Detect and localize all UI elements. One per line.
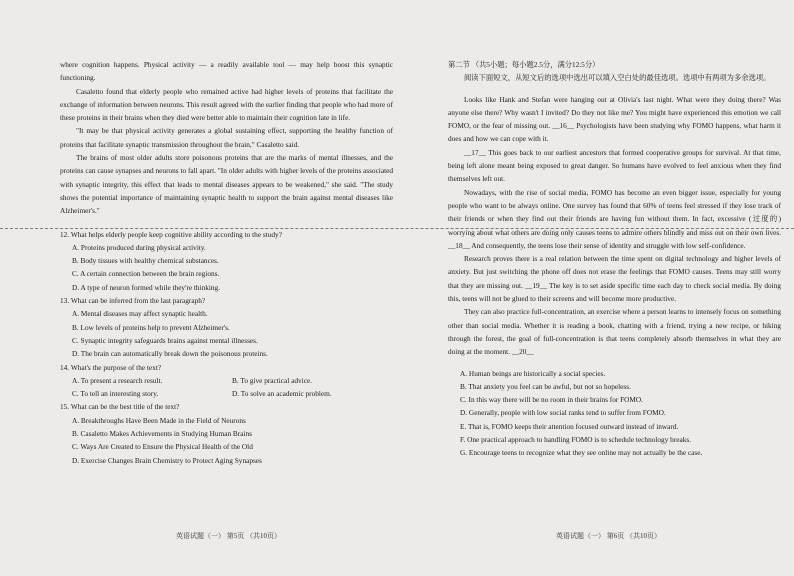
instructions: 阅读下面短文，从短文后的选项中选出可以填入空白处的最佳选项。选项中有两项为多余选项。 — [464, 73, 771, 83]
option-row — [60, 374, 393, 387]
option-c: C. Synaptic integrity safeguards brains against mental illnesses. — [72, 335, 258, 345]
option-d: D. A type of neuron formed while they're thinking. — [72, 282, 221, 292]
question-stem: 15. What can be the best title of the text? — [60, 402, 180, 412]
passage-paragraph: "It may be that physical activity generates a global sustaining effect, supporting the healthy function of proteins that facilitate synaptic transmission throughout the brain," Casaletto said. — [60, 126, 393, 149]
option-a: A. Breakthroughs Have Been Made in the Field of Neurons — [72, 415, 246, 425]
passage-paragraph: Research proves there is a real relation between the time spent on digital technology and higher levels of anxiety. But just switching the phone off does not erase the feelings that FOMO causes. Teens may still worry that they are missing out. __19__ The key is to set aside specific time each day to check social media. By doing this, teens will not be glued to their screens and will become more productive. — [448, 254, 781, 304]
fold-line — [0, 228, 794, 229]
choice-g: G. Encourage teens to recognize what they see online may not actually be the case. — [460, 448, 703, 458]
question-stem: 13. What can be inferred from the last paragraph? — [60, 296, 206, 306]
option-b: B. Body tissues with healthy chemical substances. — [72, 256, 219, 266]
choice-b: B. That anxiety you feel can be awful, but not so hopeless. — [460, 381, 631, 391]
page-footer-left: 英语试题（一） 第5页 （共10页） — [176, 532, 281, 540]
right-page — [448, 58, 781, 460]
passage-paragraph: They can also practice full-concentration, an exercise where a person learns to intensely focus on something other than social media. Whether it is reading a book, chatting with a friend, trying a new recipe, or hiking through the forest, the goal of full-concentration is that teens completely absorb themselves in what they are doing at the moment. __20__ — [448, 307, 781, 357]
option-b: B. Casaletto Makes Achievements in Studying Human Brains — [72, 429, 252, 439]
option-d: D. Exercise Changes Brain Chemistry to Protect Aging Synapses — [72, 455, 262, 465]
question-12 — [60, 228, 393, 294]
option-c: C. A certain connection between the brain regions. — [72, 269, 220, 279]
choice-d: D. Generally, people with low social ranks tend to suffer from FOMO. — [460, 408, 666, 418]
option-c: C. To tell an interesting story. — [72, 389, 159, 399]
option-d: D. To solve an academic problem. — [232, 389, 332, 399]
option-a: A. Mental diseases may affect synaptic health. — [72, 309, 208, 319]
choice-e: E. That is, FOMO keeps their attention focused outward instead of inward. — [460, 421, 679, 431]
choice-c: C. In this way there will be no room in their brains for FOMO. — [460, 395, 644, 405]
option-a: A. To present a research result. — [72, 375, 163, 385]
question-14 — [60, 361, 393, 401]
question-stem: 12. What helps elderly people keep cognitive ability according to the study? — [60, 229, 282, 239]
choice-a: A. Human beings are historically a social species. — [460, 368, 606, 378]
option-d: D. The brain can automatically break down the poisonous proteins. — [72, 349, 268, 359]
passage-paragraph: The brains of most older adults store poisonous proteins that are the marks of mental illnesses, and the proteins can cause synapses and neurons to fall apart. "In older adults with higher levels of the proteins associated with synaptic integrity, this effect that leads to mental diseases appears to be weakened," she said. "The study shows the potential importance of maintaining synaptic health to support the brain against mental diseases like Alzheimer's." — [60, 153, 393, 216]
option-b: B. To give practical advice. — [232, 375, 312, 385]
option-row — [60, 387, 393, 400]
passage-paragraph: where cognition happens. Physical activity — a readily available tool — may help boost this synaptic functioning. — [60, 60, 393, 83]
question-stem: 14. What's the purpose of the text? — [60, 362, 162, 372]
passage-paragraph: Casaletto found that elderly people who remained active had higher levels of proteins that facilitate the exchange of information between neurons. This result agreed with the earlier finding that people who had more of these proteins in their brains when they died were better able to maintain their cognition late in life. — [60, 86, 393, 123]
passage-paragraph: __17__ This goes back to our earliest ancestors that formed cooperative groups for survival. At that time, being left alone meant being exposed to great danger. So humans have evolved to feel anxious when they find themselves left out. — [448, 147, 781, 184]
option-b: B. Low levels of proteins help to prevent Alzheimer's. — [72, 322, 230, 332]
question-15 — [60, 400, 393, 466]
passage-paragraph: Looks like Hank and Stefan were hanging out at Olivia's last night. What were they doing there? Was anyone else there? Why wasn't I invited? Do they not like me? You might have experienced this emotion we call FOMO, or the fear of missing out. __16__ Psychologists have been studying why FOMO happens, what harm it does and how we can cope with it. — [448, 94, 781, 144]
question-13 — [60, 294, 393, 360]
passage-paragraph: Nowadays, with the rise of social media, FOMO has become an even bigger issue, especially for young people who want to be always online. One survey has found that 60% of teens feel stressed if they lose track of their friends or when they find out their friends are having fun without them. In fact, excessive (过度的) worrying about what others are doing only causes teens to admire others blindly and miss out on their own lives. __18__ And consequently, the teens lose their sense of identity and struggle with low self-confidence. — [448, 187, 781, 250]
page-footer-right: 英语试题（一） 第6页 （共10页） — [556, 532, 661, 540]
section-title: 第二节 （共5小题；每小题2.5分，满分12.5分） — [448, 60, 600, 69]
option-c: C. Ways Are Created to Ensure the Physical Health of the Old — [72, 442, 253, 452]
choice-f: F. One practical approach to handling FOMO is to schedule technology breaks. — [460, 435, 692, 445]
left-page — [60, 58, 393, 467]
option-a: A. Proteins produced during physical activity. — [72, 242, 206, 252]
